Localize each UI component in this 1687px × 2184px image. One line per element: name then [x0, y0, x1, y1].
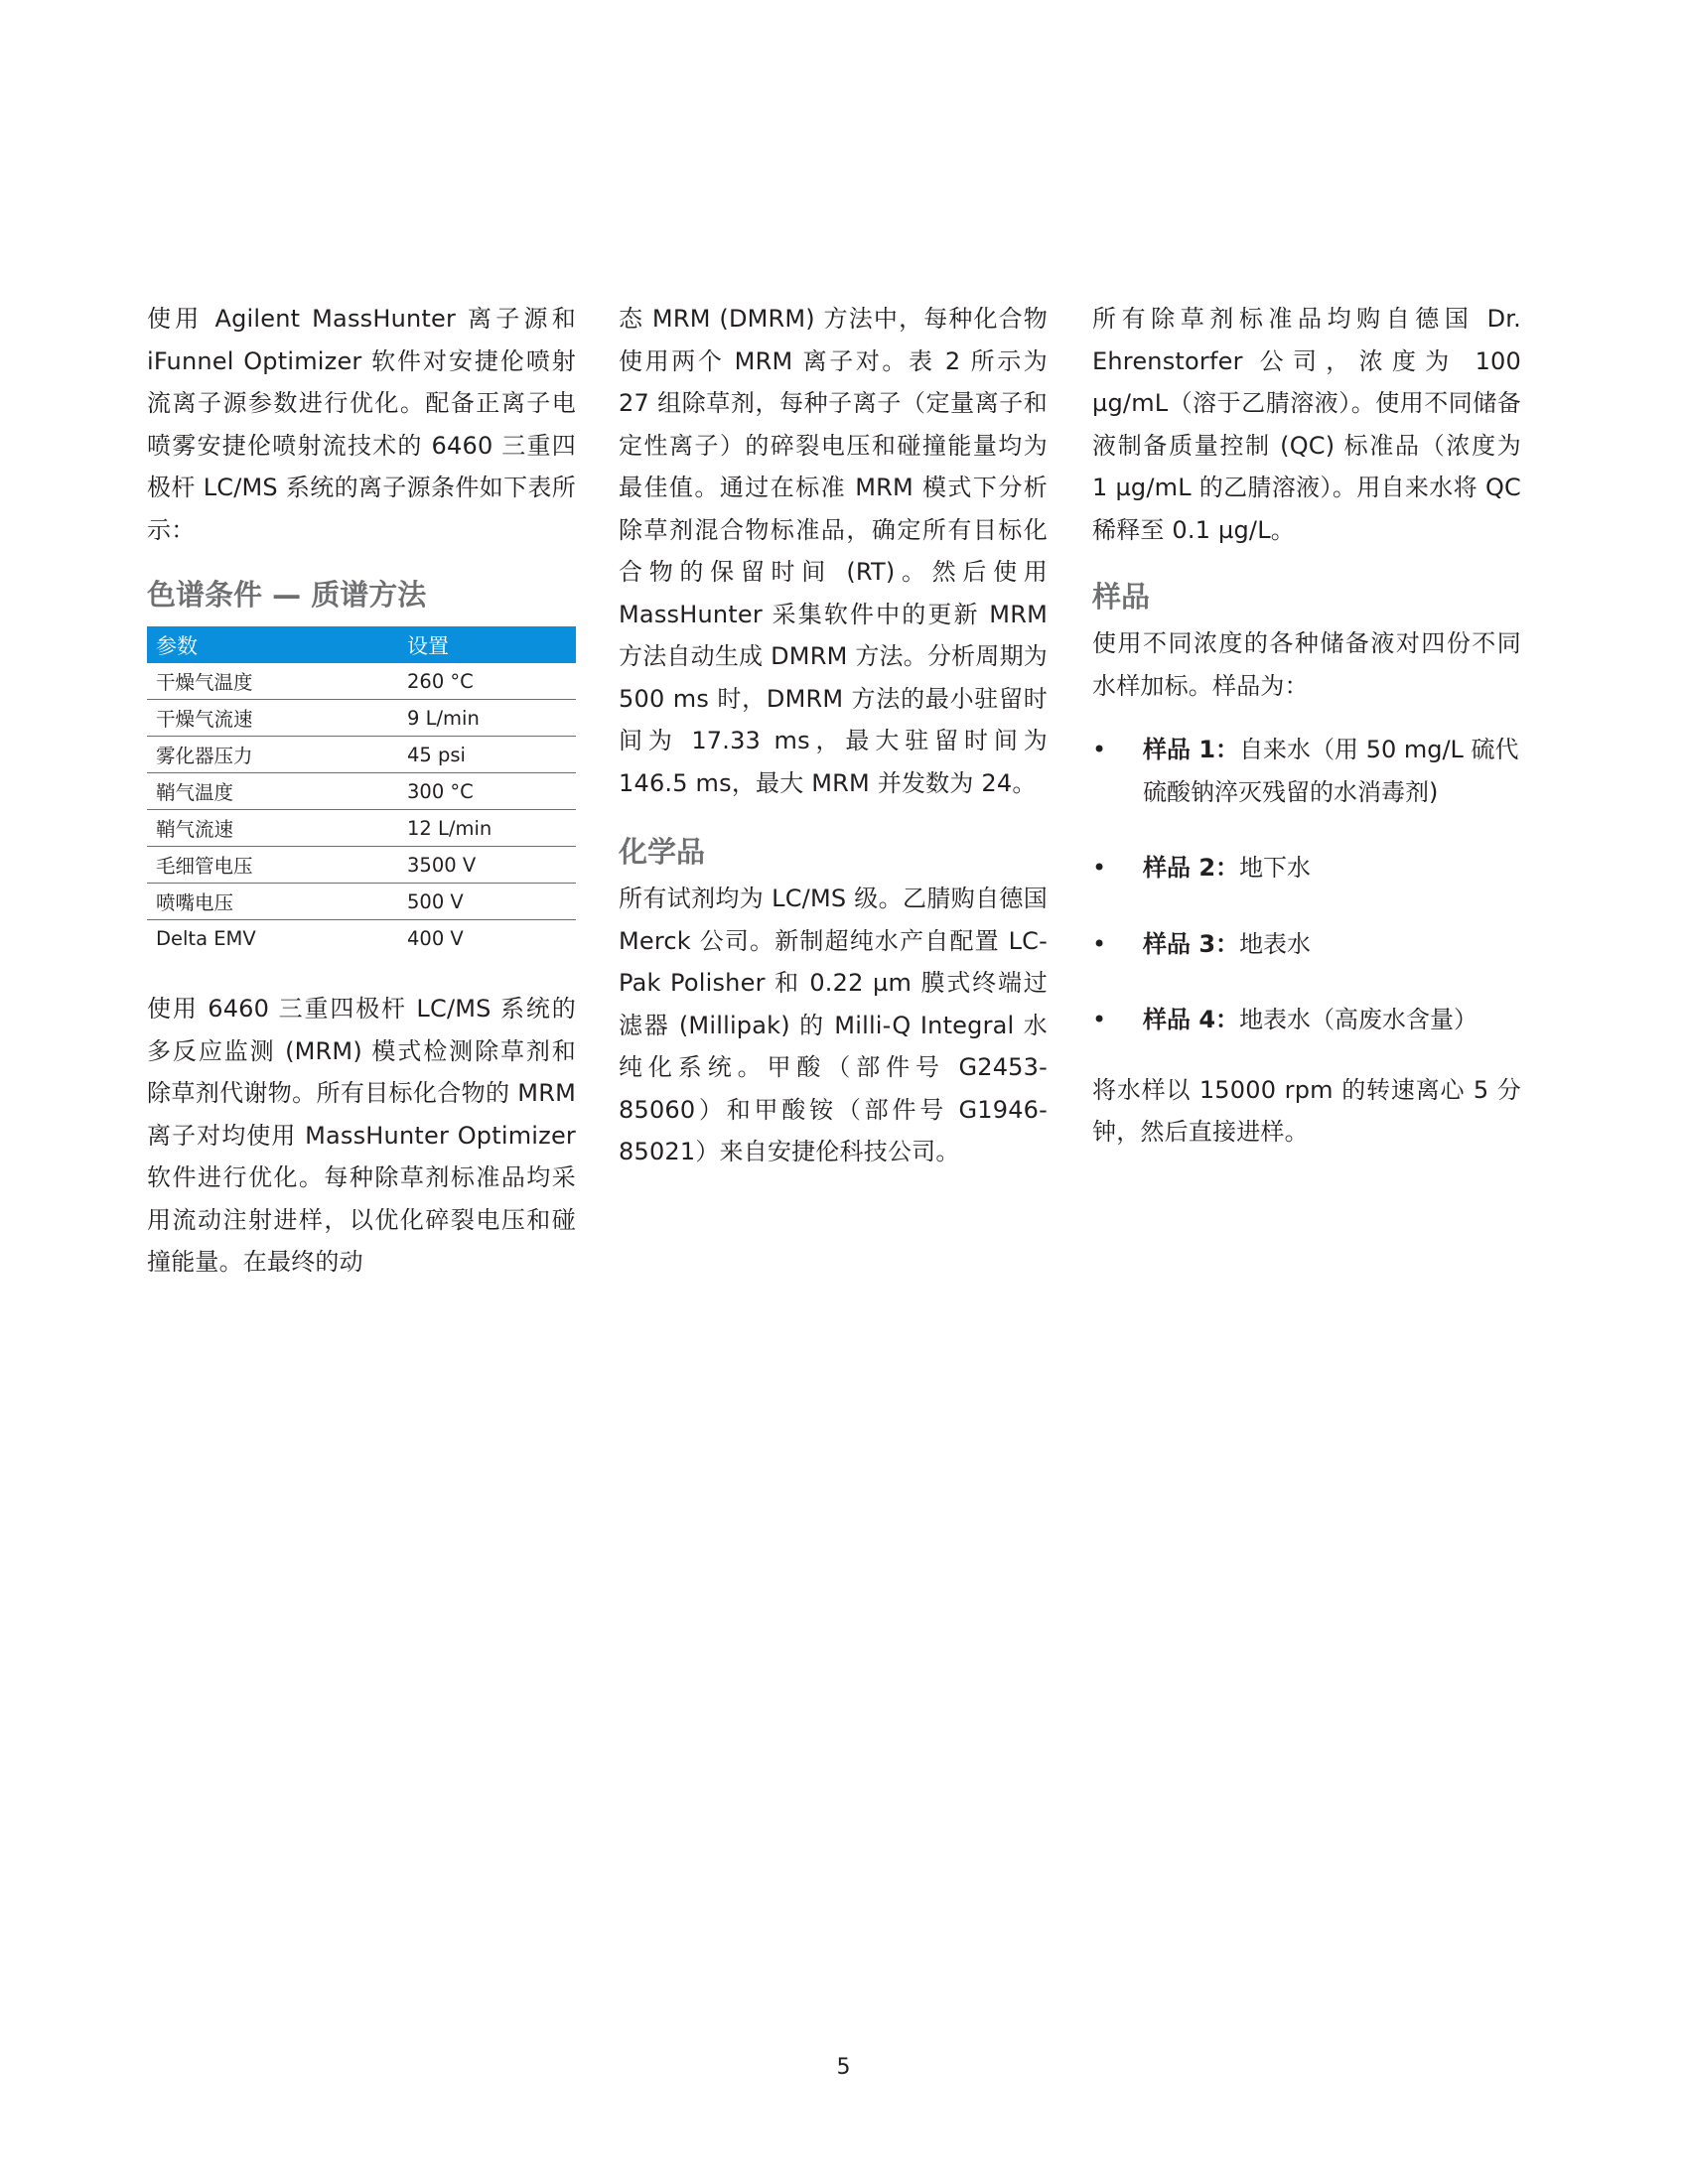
intro-paragraph: 使用 Agilent MassHunter 离子源和 iFunnel Optimizer 软件对安捷伦喷射流离子源参数进行优化。配备正离子电喷雾安捷伦喷射流技术的 6460 三重四极杆 LC/MS 系统的离子源条件如下表所示：	[147, 305, 576, 544]
ion-source-parameters-table	[147, 626, 576, 956]
table-cell-parameter: 鞘气温度	[147, 773, 398, 810]
table-row	[147, 737, 576, 773]
section-heading-chemicals: 化学品	[619, 835, 706, 869]
left-column	[147, 298, 576, 1284]
table-header-parameter: 参数	[147, 626, 398, 663]
list-item	[1092, 729, 1521, 813]
sample-label: 样品 4：	[1143, 1006, 1240, 1033]
table-cell-setting: 45 psi	[398, 737, 576, 773]
table-cell-parameter: 喷嘴电压	[147, 884, 398, 920]
table-row	[147, 773, 576, 810]
list-item	[1092, 999, 1521, 1041]
table-cell-setting: 260 °C	[398, 663, 576, 700]
centrifuge-paragraph: 将水样以 15000 rpm 的转速离心 5 分钟，然后直接进样。	[1092, 1075, 1521, 1146]
sample-description: 自来水（用 50 mg/L 硫代硫酸钠淬灭残留的水消毒剂)	[1143, 736, 1519, 806]
page-number: 5	[836, 2055, 851, 2080]
sample-label: 样品 2：	[1143, 854, 1240, 882]
middle-column	[619, 298, 1048, 1173]
bullet-icon: •	[1092, 1006, 1107, 1033]
list-item	[1092, 923, 1521, 966]
section-heading-samples: 样品	[1092, 580, 1151, 614]
table-cell-parameter: 干燥气流速	[147, 700, 398, 737]
samples-list	[1092, 729, 1521, 1041]
table-row	[147, 700, 576, 737]
sample-description: 地下水	[1239, 854, 1312, 882]
table-header-setting: 设置	[398, 626, 576, 663]
bullet-icon: •	[1092, 736, 1107, 763]
table-cell-setting: 500 V	[398, 884, 576, 920]
table-cell-parameter: 雾化器压力	[147, 737, 398, 773]
chemicals-paragraph: 所有试剂均为 LC/MS 级。乙腈购自德国 Merck 公司。新制超纯水产自配置 LC-Pak Polisher 和 0.22 µm 膜式终端过滤器 (Millipak) 的 Milli-Q Integral 水纯化系统。甲酸（部件号 G2453-85060）和甲酸铵（部件号 G1946-85021）来自安捷伦科技公司。	[619, 885, 1048, 1165]
table-cell-parameter: 鞘气流速	[147, 810, 398, 847]
list-item	[1092, 847, 1521, 889]
table-cell-setting: 3500 V	[398, 847, 576, 884]
section-heading-ms-method: 色谱条件 — 质谱方法	[147, 578, 427, 612]
bullet-icon: •	[1092, 854, 1107, 882]
bullet-icon: •	[1092, 929, 1107, 958]
dmrm-paragraph: 态 MRM (DMRM) 方法中，每种化合物使用两个 MRM 离子对。表 2 所示为 27 组除草剂，每种子离子（定量离子和定性离子）的碎裂电压和碰撞能量均为最佳值。通过在标准 MRM 模式下分析除草剂混合物标准品，确定所有目标化合物的保留时间 (RT)。然后使用 MassHunter 采集软件中的更新 MRM 方法自动生成 DMRM 方法。分析周期为 500 ms 时，DMRM 方法的最小驻留时间为 17.33 ms，最大驻留时间为 146.5 ms，最大 MRM 并发数为 24。	[619, 305, 1048, 797]
table-cell-setting: 300 °C	[398, 773, 576, 810]
table-cell-parameter: 干燥气温度	[147, 663, 398, 700]
table-cell-setting: 12 L/min	[398, 810, 576, 847]
table-row	[147, 847, 576, 884]
sample-description: 地表水	[1239, 929, 1312, 958]
sample-description: 地表水（高废水含量）	[1239, 1006, 1478, 1033]
table-cell-parameter: 毛细管电压	[147, 847, 398, 884]
table-header-row	[147, 626, 576, 663]
table-cell-parameter: Delta EMV	[156, 926, 256, 950]
sample-label: 样品 3：	[1143, 929, 1240, 958]
standards-paragraph: 所有除草剂标准品均购自德国 Dr. Ehrenstorfer 公司，浓度为 100 µg/mL（溶于乙腈溶液）。使用不同储备液制备质量控制 (QC) 标准品（浓度为 1 µg/mL 的乙腈溶液）。用自来水将 QC 稀释至 0.1 µg/L。	[1092, 305, 1521, 544]
table-row	[147, 810, 576, 847]
samples-intro-paragraph: 使用不同浓度的各种储备液对四份不同水样加标。样品为：	[1092, 629, 1521, 700]
table-row	[147, 920, 576, 957]
table-row	[147, 884, 576, 920]
right-column	[1092, 298, 1521, 1154]
table-row	[147, 663, 576, 700]
table-cell-setting: 400 V	[407, 926, 464, 950]
mrm-paragraph: 使用 6460 三重四极杆 LC/MS 系统的多反应监测 (MRM) 模式检测除草剂和除草剂代谢物。所有目标化合物的 MRM 离子对均使用 MassHunter Optimizer 软件进行优化。每种除草剂标准品均采用流动注射进样，以优化碎裂电压和碰撞能量。在最终的动	[147, 995, 576, 1276]
table-cell-setting: 9 L/min	[398, 700, 576, 737]
sample-label: 样品 1：	[1143, 736, 1240, 763]
